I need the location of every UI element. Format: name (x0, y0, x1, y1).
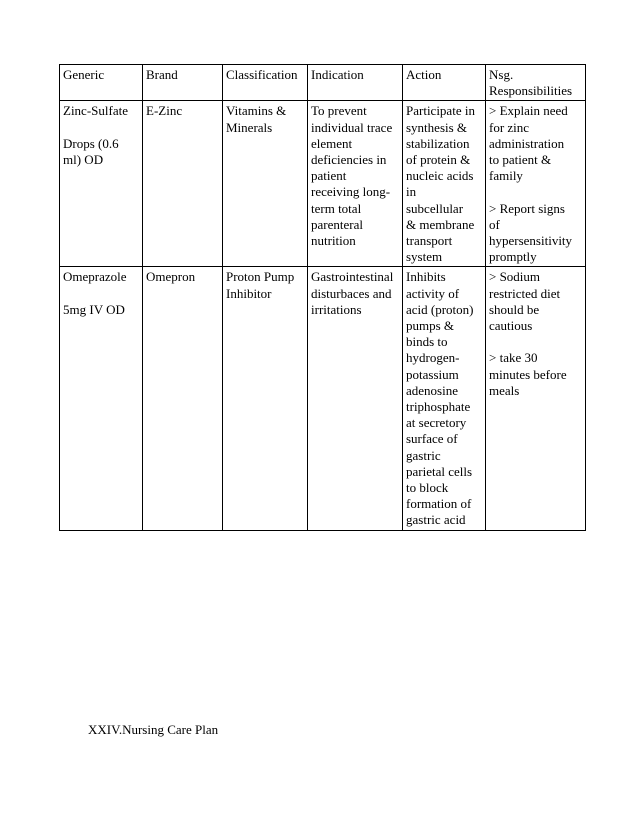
cell-classification: Proton Pump Inhibitor (223, 267, 308, 530)
table-header-row (60, 65, 586, 101)
header-responsibilities: Nsg. Responsibilities (486, 65, 586, 101)
cell-generic: Zinc-Sulfate Drops (0.6 ml) OD (60, 101, 143, 267)
cell-action: Participate in synthesis & stabilization of protein & nucleic acids in subcellular & membrane transport system (403, 101, 486, 267)
cell-action: Inhibits activity of acid (proton) pumps & binds to hydrogen- potassium adenosine triphosphate at secretory surface of gastric parietal cells to block formation of gastric acid (403, 267, 486, 530)
cell-responsibilities: > Explain need for zinc administration to patient & family > Report signs of hypersensitivity promptly (486, 101, 586, 267)
header-classification: Classification (223, 65, 308, 101)
cell-generic: Omeprazole 5mg IV OD (60, 267, 143, 530)
cell-indication: To prevent individual trace element deficiencies in patient receiving long- term total parenteral nutrition (308, 101, 403, 267)
cell-brand: E-Zinc (143, 101, 223, 267)
cell-classification: Vitamins & Minerals (223, 101, 308, 267)
section-heading: XXIV.Nursing Care Plan (88, 722, 219, 737)
header-generic: Generic (60, 65, 143, 101)
cell-responsibilities: > Sodium restricted diet should be cautious > take 30 minutes before meals (486, 267, 586, 530)
cell-brand: Omepron (143, 267, 223, 530)
cell-indication: Gastrointestinal disturbaces and irritations (308, 267, 403, 530)
header-action: Action (403, 65, 486, 101)
table-row (60, 101, 586, 267)
header-indication: Indication (308, 65, 403, 101)
table-row (60, 267, 586, 530)
header-brand: Brand (143, 65, 223, 101)
drug-study-table (59, 64, 586, 531)
